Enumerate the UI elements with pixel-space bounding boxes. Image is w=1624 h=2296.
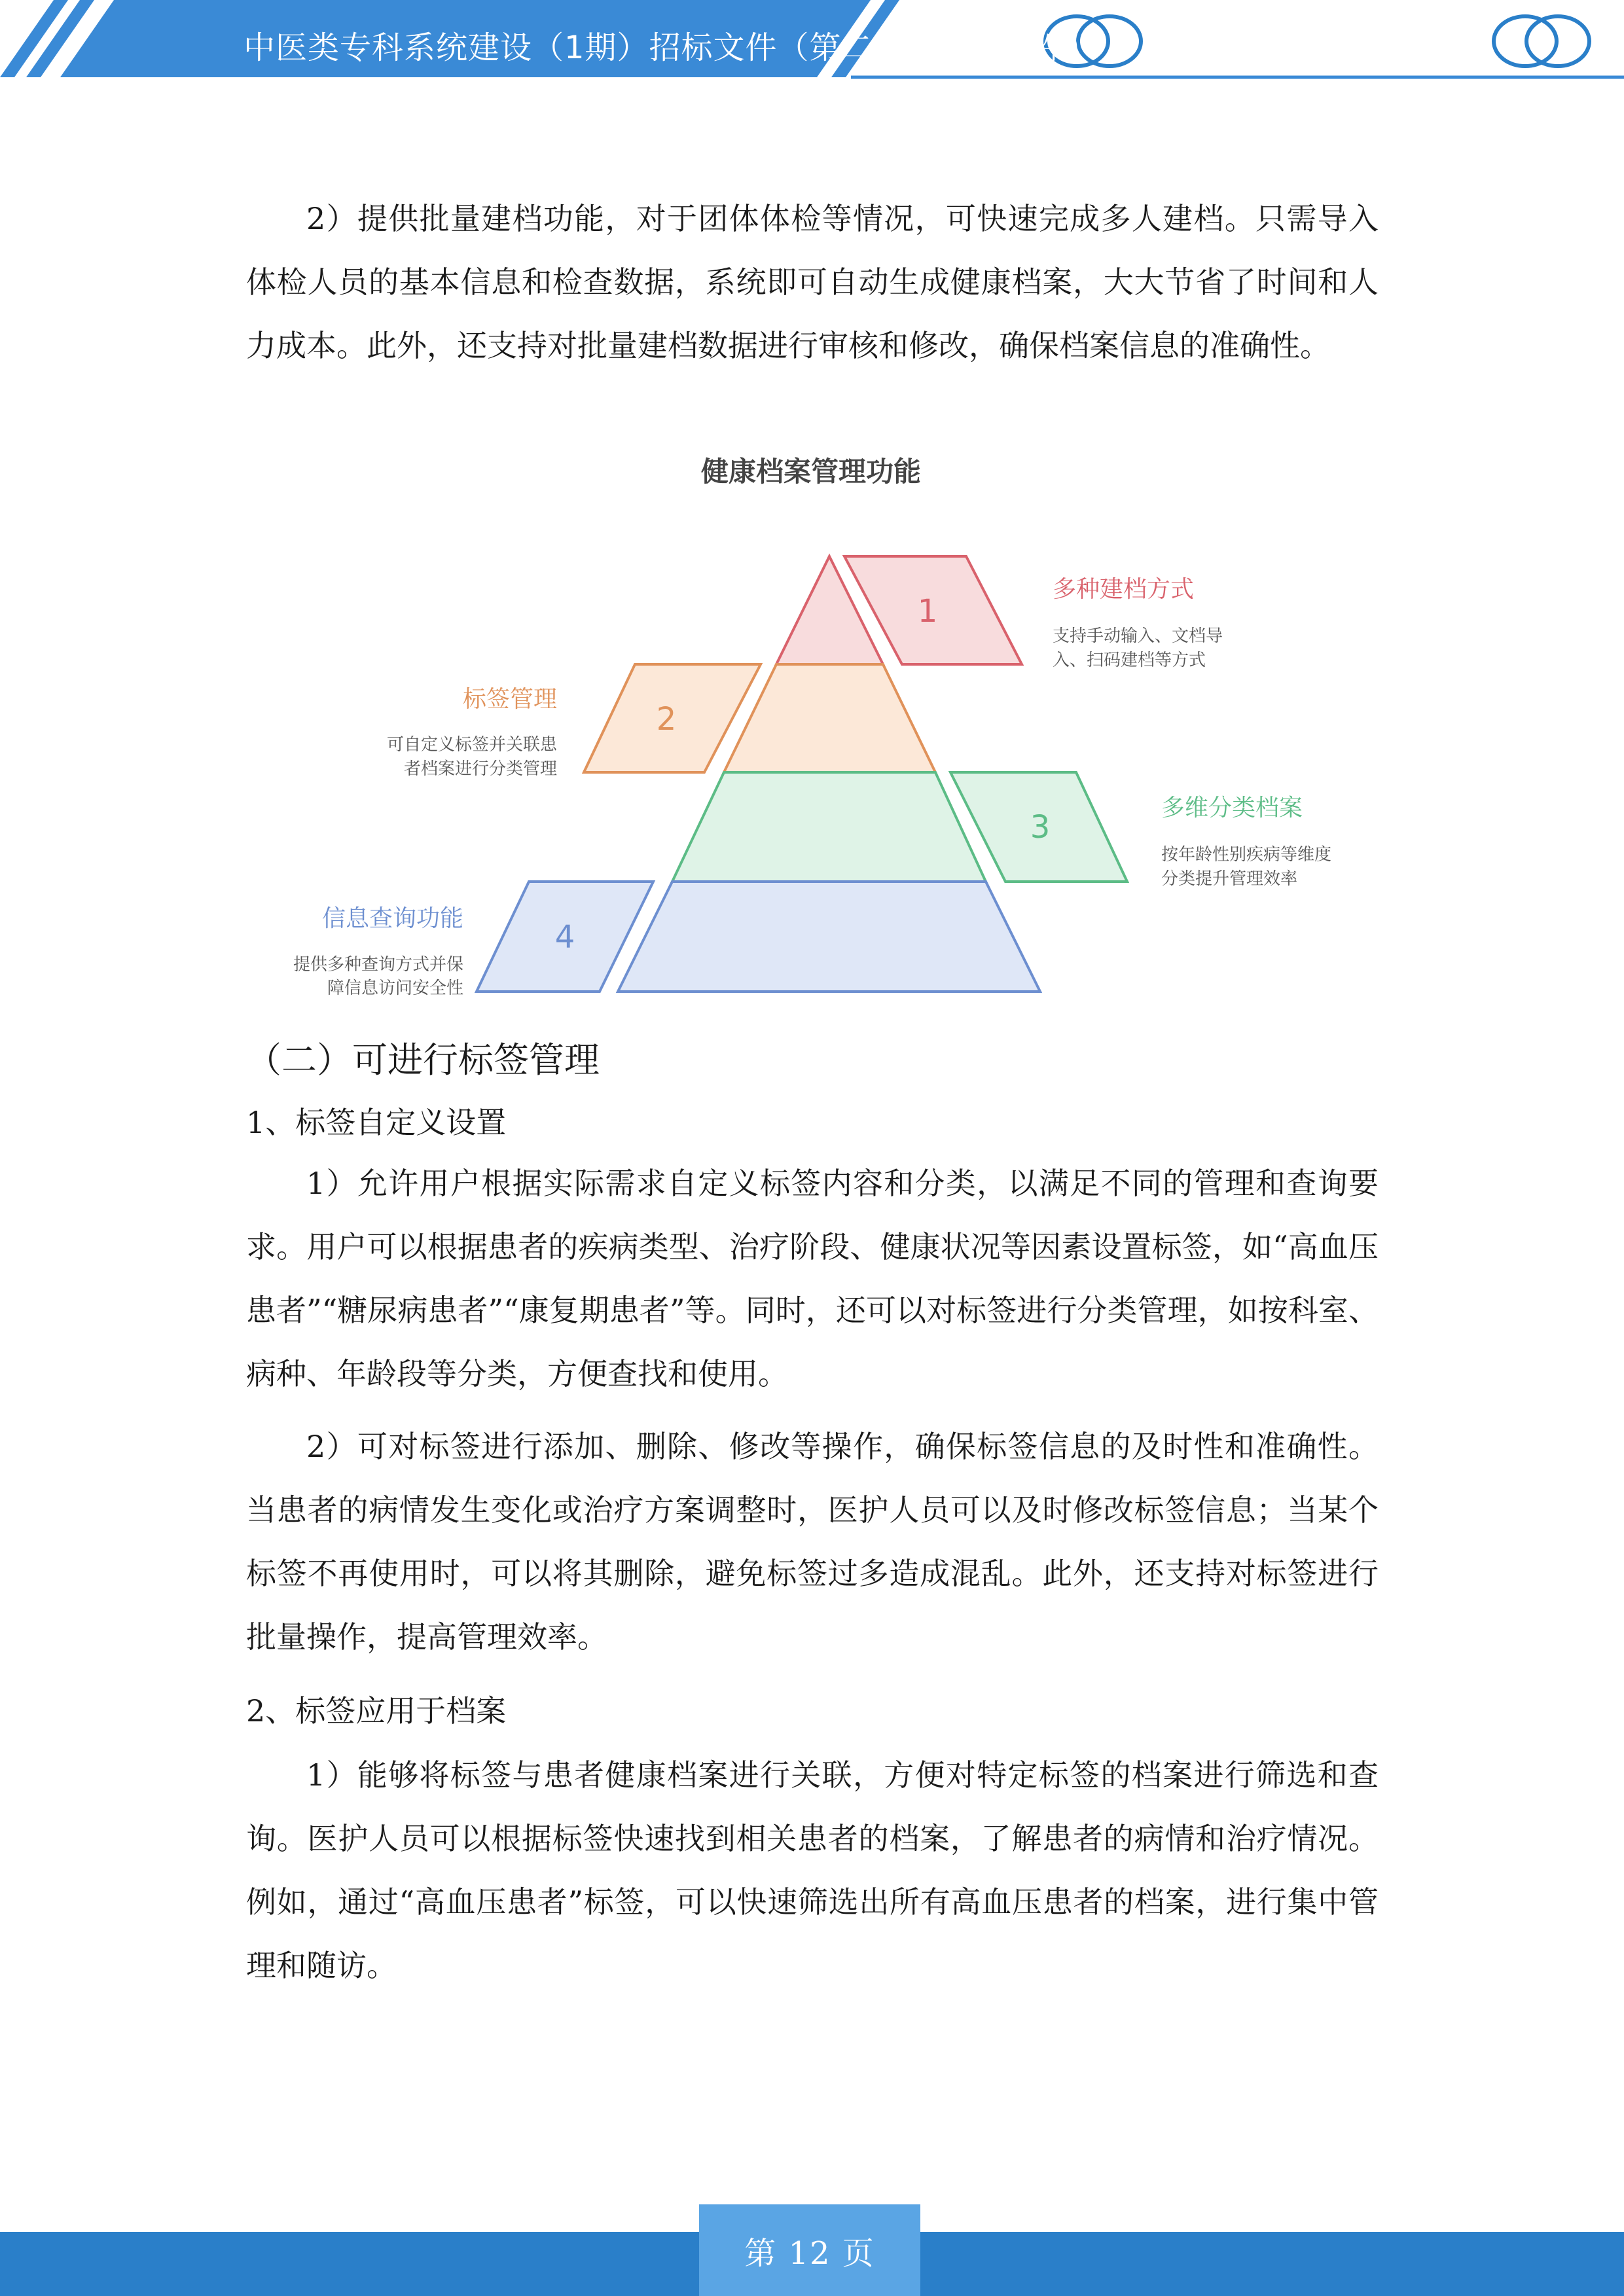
- item-4-desc-line2: 障信息访问安全性: [327, 978, 463, 998]
- batch-archive-paragraph: 2）提供批量建档功能，对于团体体检等情况，可快速完成多人建档。只需导入体检人员的基本信息和检查数据，系统即可自动生成健康档案，大大节省了时间和人力成本。此外，还支持对批量建档数据进行审核和修改，确保档案信息的准确性。: [246, 201, 1379, 363]
- item-4-desc-line1: 提供多种查询方式并保: [293, 955, 463, 975]
- tag-management-section: [246, 1028, 1379, 1998]
- tag-4-number: 4: [554, 919, 575, 956]
- item-1-desc-line2: 入、扫码建档等方式: [1053, 651, 1206, 670]
- sub-heading-1: 1、标签自定义设置: [246, 1105, 507, 1140]
- sub1-paragraph-1: 1）允许用户根据实际需求自定义标签内容和分类，以满足不同的管理和查询要求。用户可以根据患者的疾病类型、治疗阶段、健康状况等因素设置标签，如“高血压患者”“糖尿病患者”“康复期患者”等。同时，还可以对标签进行分类管理，如按科室、病种、年龄段等分类，方便查找和使用。: [246, 1166, 1379, 1391]
- intro-block: [246, 187, 1379, 378]
- item-1-desc-line1: 支持手动输入、文档导: [1053, 626, 1223, 646]
- item-3-desc-line2: 分类提升管理效率: [1161, 869, 1298, 889]
- section-heading: （二）可进行标签管理: [246, 1039, 600, 1081]
- sub2-paragraph-1: 1）能够将标签与患者健康档案进行关联，方便对特定标签的档案进行筛选和查询。医护人员可以根据标签快速找到相关患者的档案，了解患者的病情和治疗情况。例如，通过“高血压患者”标签，可以快速筛选出所有高血压患者的档案，进行集中管理和随访。: [246, 1757, 1379, 1983]
- tag-3-number: 3: [1030, 809, 1051, 846]
- item-3-desc-line1: 按年龄性别疾病等维度: [1161, 845, 1332, 865]
- item-2-desc-line2: 者档案进行分类管理: [403, 759, 557, 779]
- item-1-title: 多种建档方式: [1053, 576, 1195, 603]
- health-archive-diagram: [246, 445, 1379, 1021]
- item-2-title: 标签管理: [462, 686, 557, 713]
- sub1-paragraph-2: 2）可对标签进行添加、删除、修改等操作，确保标签信息的及时性和准确性。当患者的病情发生变化或治疗方案调整时，医护人员可以及时修改标签信息；当某个标签不再使用时，可以将其删除，避免标签过多造成混乱。此外，还支持对标签进行批量操作，提高管理效率。: [246, 1429, 1379, 1655]
- page-number: 第 12 页: [744, 2235, 875, 2272]
- pyramid-layer-3: [672, 772, 986, 882]
- pyramid-layer-4: [618, 882, 1040, 992]
- item-2-desc-line1: 可自定义标签并关联患: [386, 735, 557, 755]
- document-title: 中医类专科系统建设（1期）招标文件（第二册：技术文件）: [244, 29, 1098, 66]
- pyramid-layer-2: [724, 664, 935, 772]
- tag-2-number: 2: [656, 701, 677, 738]
- tag-1-number: 1: [917, 593, 938, 630]
- diagram-title: 健康档案管理功能: [700, 456, 922, 488]
- sub-heading-2: 2、标签应用于档案: [246, 1693, 507, 1729]
- item-4-title: 信息查询功能: [321, 905, 463, 932]
- item-3-title: 多维分类档案: [1161, 795, 1303, 821]
